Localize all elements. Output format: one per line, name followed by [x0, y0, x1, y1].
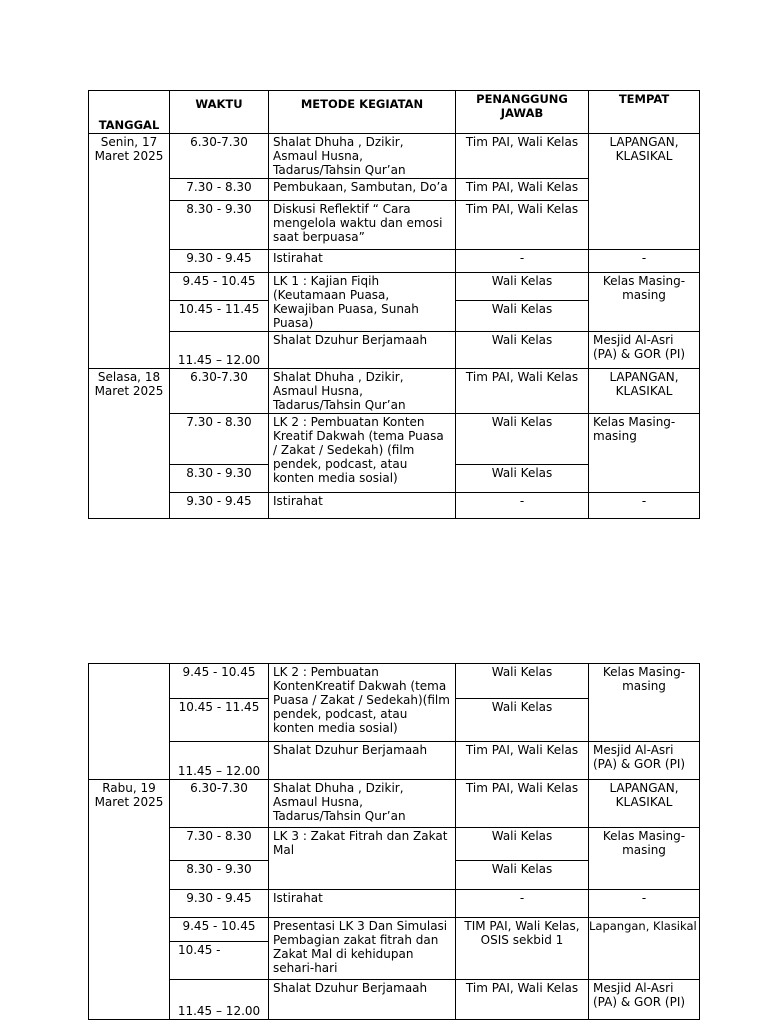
responsible-cell: -	[456, 890, 589, 918]
activity-cell: Shalat Dzuhur Berjamaah	[269, 332, 456, 369]
responsible-cell: Wali Kelas	[456, 414, 589, 465]
responsible-cell: -	[456, 250, 589, 273]
date-cell: Senin, 17 Maret 2025	[89, 134, 170, 369]
time-cell: 11.45 – 12.00	[170, 742, 269, 780]
responsible-cell: Tim PAI, Wali Kelas	[456, 134, 589, 179]
table-row	[89, 828, 700, 861]
activity-cell: Shalat Dzuhur Berjamaah	[269, 742, 456, 780]
table-row	[89, 980, 700, 1020]
activity-cell: Shalat Dhuha , Dzikir, Asmaul Husna, Tadarus/Tahsin Qur’an	[269, 780, 456, 828]
place-cell: -	[589, 250, 700, 273]
table-row	[89, 742, 700, 780]
activity-cell: LK 2 : Pembuatan Konten Kreatif Dakwah (tema Puasa / Zakat / Sedekah) (film pendek, podcast, atau konten media sosial)	[269, 414, 456, 493]
place-cell: Kelas Masing-masing	[589, 664, 700, 742]
activity-cell: Istirahat	[269, 890, 456, 918]
time-cell: 8.30 - 9.30	[170, 465, 269, 493]
date-cell: Rabu, 19 Maret 2025	[89, 780, 170, 1020]
time-cell: 9.45 - 10.45	[170, 918, 269, 942]
schedule-table-1	[88, 90, 700, 519]
table-row	[89, 332, 700, 369]
time-cell: 11.45 – 12.00	[170, 332, 269, 369]
place-cell: Lapangan, Klasikal	[589, 918, 700, 980]
activity-cell: LK 1 : Kajian Fiqih (Keutamaan Puasa, Kewajiban Puasa, Sunah Puasa)	[269, 273, 456, 332]
header-metode: METODE KEGIATAN	[269, 91, 456, 134]
time-cell: 7.30 - 8.30	[170, 828, 269, 861]
activity-cell: LK 2 : Pembuatan KontenKreatif Dakwah (tema Puasa / Zakat / Sedekah)(film pendek, podcast, atau konten media sosial)	[269, 664, 456, 742]
header-penanggung-jawab: PENANGGUNG JAWAB	[456, 91, 589, 134]
place-cell: LAPANGAN, KLASIKAL	[589, 134, 700, 250]
place-cell: -	[589, 493, 700, 519]
responsible-cell: Wali Kelas	[456, 301, 589, 332]
time-cell: 6.30-7.30	[170, 780, 269, 828]
activity-cell: Shalat Dhuha , Dzikir, Asmaul Husna, Tadarus/Tahsin Qur’an	[269, 134, 456, 179]
responsible-cell: Tim PAI, Wali Kelas	[456, 742, 589, 780]
table-row	[89, 134, 700, 179]
header-tempat: TEMPAT	[589, 91, 700, 134]
time-cell: 7.30 - 8.30	[170, 414, 269, 465]
table-row	[89, 918, 700, 942]
responsible-cell: Wali Kelas	[456, 664, 589, 699]
time-cell: 9.30 - 9.45	[170, 890, 269, 918]
time-cell: 10.45 - 11.45	[170, 301, 269, 332]
time-cell: 9.45 - 10.45	[170, 273, 269, 301]
activity-cell: Istirahat	[269, 250, 456, 273]
place-cell: LAPANGAN, KLASIKAL	[589, 369, 700, 414]
header-waktu: WAKTU	[170, 91, 269, 134]
responsible-cell: TIM PAI, Wali Kelas, OSIS sekbid 1	[456, 918, 589, 980]
table-row	[89, 414, 700, 465]
time-cell: 11.45 – 12.00	[170, 980, 269, 1020]
table-row	[89, 780, 700, 828]
responsible-cell: Wali Kelas	[456, 828, 589, 861]
place-cell: Kelas Masing-masing	[589, 414, 700, 493]
responsible-cell: Tim PAI, Wali Kelas	[456, 179, 589, 201]
table-row	[89, 273, 700, 301]
place-cell: Kelas Masing-masing	[589, 273, 700, 332]
activity-cell: Diskusi Reflektif “ Cara mengelola waktu dan emosi saat berpuasa”	[269, 201, 456, 250]
responsible-cell: Tim PAI, Wali Kelas	[456, 780, 589, 828]
table-row	[89, 493, 700, 519]
activity-cell: Pembukaan, Sambutan, Do’a	[269, 179, 456, 201]
table-row	[89, 250, 700, 273]
place-cell: -	[589, 890, 700, 918]
responsible-cell: Tim PAI, Wali Kelas	[456, 201, 589, 250]
place-cell: Mesjid Al-Asri (PA) & GOR (PI)	[589, 332, 700, 369]
time-cell: 8.30 - 9.30	[170, 861, 269, 890]
date-cell-empty	[89, 664, 170, 780]
time-cell: 10.45 - 11.45	[170, 699, 269, 742]
time-cell: 8.30 - 9.30	[170, 201, 269, 250]
table-row	[89, 664, 700, 699]
responsible-cell: Wali Kelas	[456, 273, 589, 301]
responsible-cell: -	[456, 493, 589, 519]
activity-cell: Istirahat	[269, 493, 456, 519]
time-cell: 6.30-7.30	[170, 369, 269, 414]
place-cell: Mesjid Al-Asri (PA) & GOR (PI)	[589, 980, 700, 1020]
time-cell: 10.45 -	[170, 942, 269, 980]
table-row	[89, 369, 700, 414]
responsible-cell: Wali Kelas	[456, 699, 589, 742]
time-cell: 9.30 - 9.45	[170, 493, 269, 519]
place-cell: Mesjid Al-Asri (PA) & GOR (PI)	[589, 742, 700, 780]
activity-cell: Shalat Dzuhur Berjamaah	[269, 980, 456, 1020]
place-cell: LAPANGAN, KLASIKAL	[589, 780, 700, 828]
activity-cell: Presentasi LK 3 Dan Simulasi Pembagian zakat fitrah dan Zakat Mal di kehidupan sehari-hari	[269, 918, 456, 980]
responsible-cell: Wali Kelas	[456, 861, 589, 890]
responsible-cell: Tim PAI, Wali Kelas	[456, 369, 589, 414]
place-cell: Kelas Masing-masing	[589, 828, 700, 890]
responsible-cell: Wali Kelas	[456, 332, 589, 369]
time-cell: 9.30 - 9.45	[170, 250, 269, 273]
responsible-cell: Wali Kelas	[456, 465, 589, 493]
activity-cell: Shalat Dhuha , Dzikir, Asmaul Husna, Tadarus/Tahsin Qur’an	[269, 369, 456, 414]
header-tanggal: TANGGAL	[89, 91, 170, 134]
schedule-table-2	[88, 663, 700, 1020]
table-header-row	[89, 91, 700, 134]
date-cell: Selasa, 18 Maret 2025	[89, 369, 170, 519]
time-cell: 9.45 - 10.45	[170, 664, 269, 699]
time-cell: 7.30 - 8.30	[170, 179, 269, 201]
time-cell: 6.30-7.30	[170, 134, 269, 179]
table-row	[89, 890, 700, 918]
responsible-cell: Tim PAI, Wali Kelas	[456, 980, 589, 1020]
activity-cell: LK 3 : Zakat Fitrah dan Zakat Mal	[269, 828, 456, 890]
